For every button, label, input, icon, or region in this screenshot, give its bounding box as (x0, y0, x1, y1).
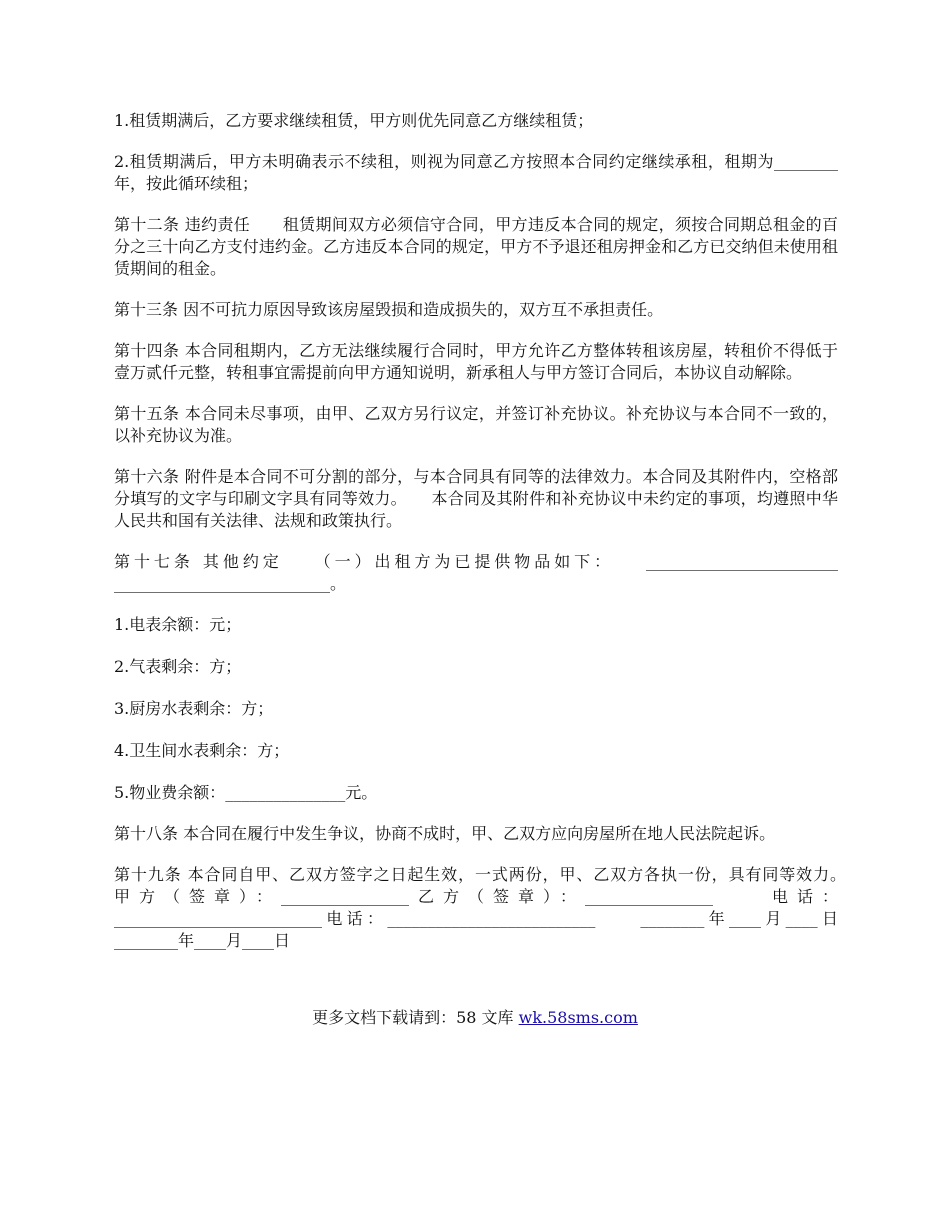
item-bathroom-water-meter: 4.卫生间水表剩余：方； (114, 741, 290, 760)
clause-13-force-majeure: 第十三条 因不可抗力原因导致该房屋毁损和造成损失的，双方互不承担责任。 (114, 300, 664, 319)
download-footer (0, 1007, 950, 1029)
item-kitchen-water-meter: 3.厨房水表剩余：方； (114, 699, 274, 718)
item-electric-meter: 1.电表余额：元； (114, 615, 242, 634)
item-gas-meter: 2.气表剩余：方； (114, 657, 242, 676)
footer-text: 更多文档下载请到：58 文库 (312, 1008, 519, 1027)
clause-19-effect-signatures: 第十九条 本合同自甲、乙双方签字之日起生效，一式两份，甲、乙双方各执一份，具有同等效力。 甲方（签章）：________________乙方（签章）：________________ 电话：__________________________电话：__________________________ ________年____月____日________年____月____日 (114, 865, 871, 950)
item-property-fee: 5.物业费余额：_______________元。 (114, 783, 378, 802)
clause-18-dispute: 第十八条 本合同在履行中发生争议，协商不成时，甲、乙双方应向房屋所在地人民法院起诉。 (114, 824, 776, 843)
clause-renewal-2: 2.租赁期满后，甲方未明确表示不续租，则视为同意乙方按照本合同约定继续承租，租期为________年，按此循环续租； (114, 152, 838, 193)
clause-17-other: 第十七条 其他约定 （一）出租方为已提供物品如下： ________________________ ___________________________。 (114, 552, 838, 593)
clause-12-liability: 第十二条 违约责任 租赁期间双方必须信守合同，甲方违反本合同的规定，须按合同期总租金的百分之三十向乙方支付违约金。乙方违反本合同的规定，甲方不予退还租房押金和乙方已交纳但未使用租赁期间的租金。 (114, 215, 838, 278)
document-body (114, 110, 871, 971)
footer-link[interactable]: wk.58sms.com (518, 1008, 638, 1027)
clause-15-supplement: 第十五条 本合同未尽事项，由甲、乙双方另行议定，并签订补充协议。补充协议与本合同不一致的，以补充协议为准。 (114, 404, 838, 445)
clause-16-attachments: 第十六条 附件是本合同不可分割的部分，与本合同具有同等的法律效力。本合同及其附件内，空格部分填写的文字与印刷文字具有同等效力。 本合同及其附件和补充协议中未约定的事项，均遵照中华人民共和国有关法律、法规和政策执行。 (114, 467, 838, 530)
clause-renewal-1: 1.租赁期满后，乙方要求继续租赁，甲方则优先同意乙方继续租赁； (114, 111, 594, 130)
clause-14-sublease: 第十四条 本合同租期内，乙方无法继续履行合同时，甲方允许乙方整体转租该房屋，转租价不得低于壹万贰仟元整，转租事宜需提前向甲方通知说明，新承租人与甲方签订合同后，本协议自动解除。 (114, 341, 838, 382)
